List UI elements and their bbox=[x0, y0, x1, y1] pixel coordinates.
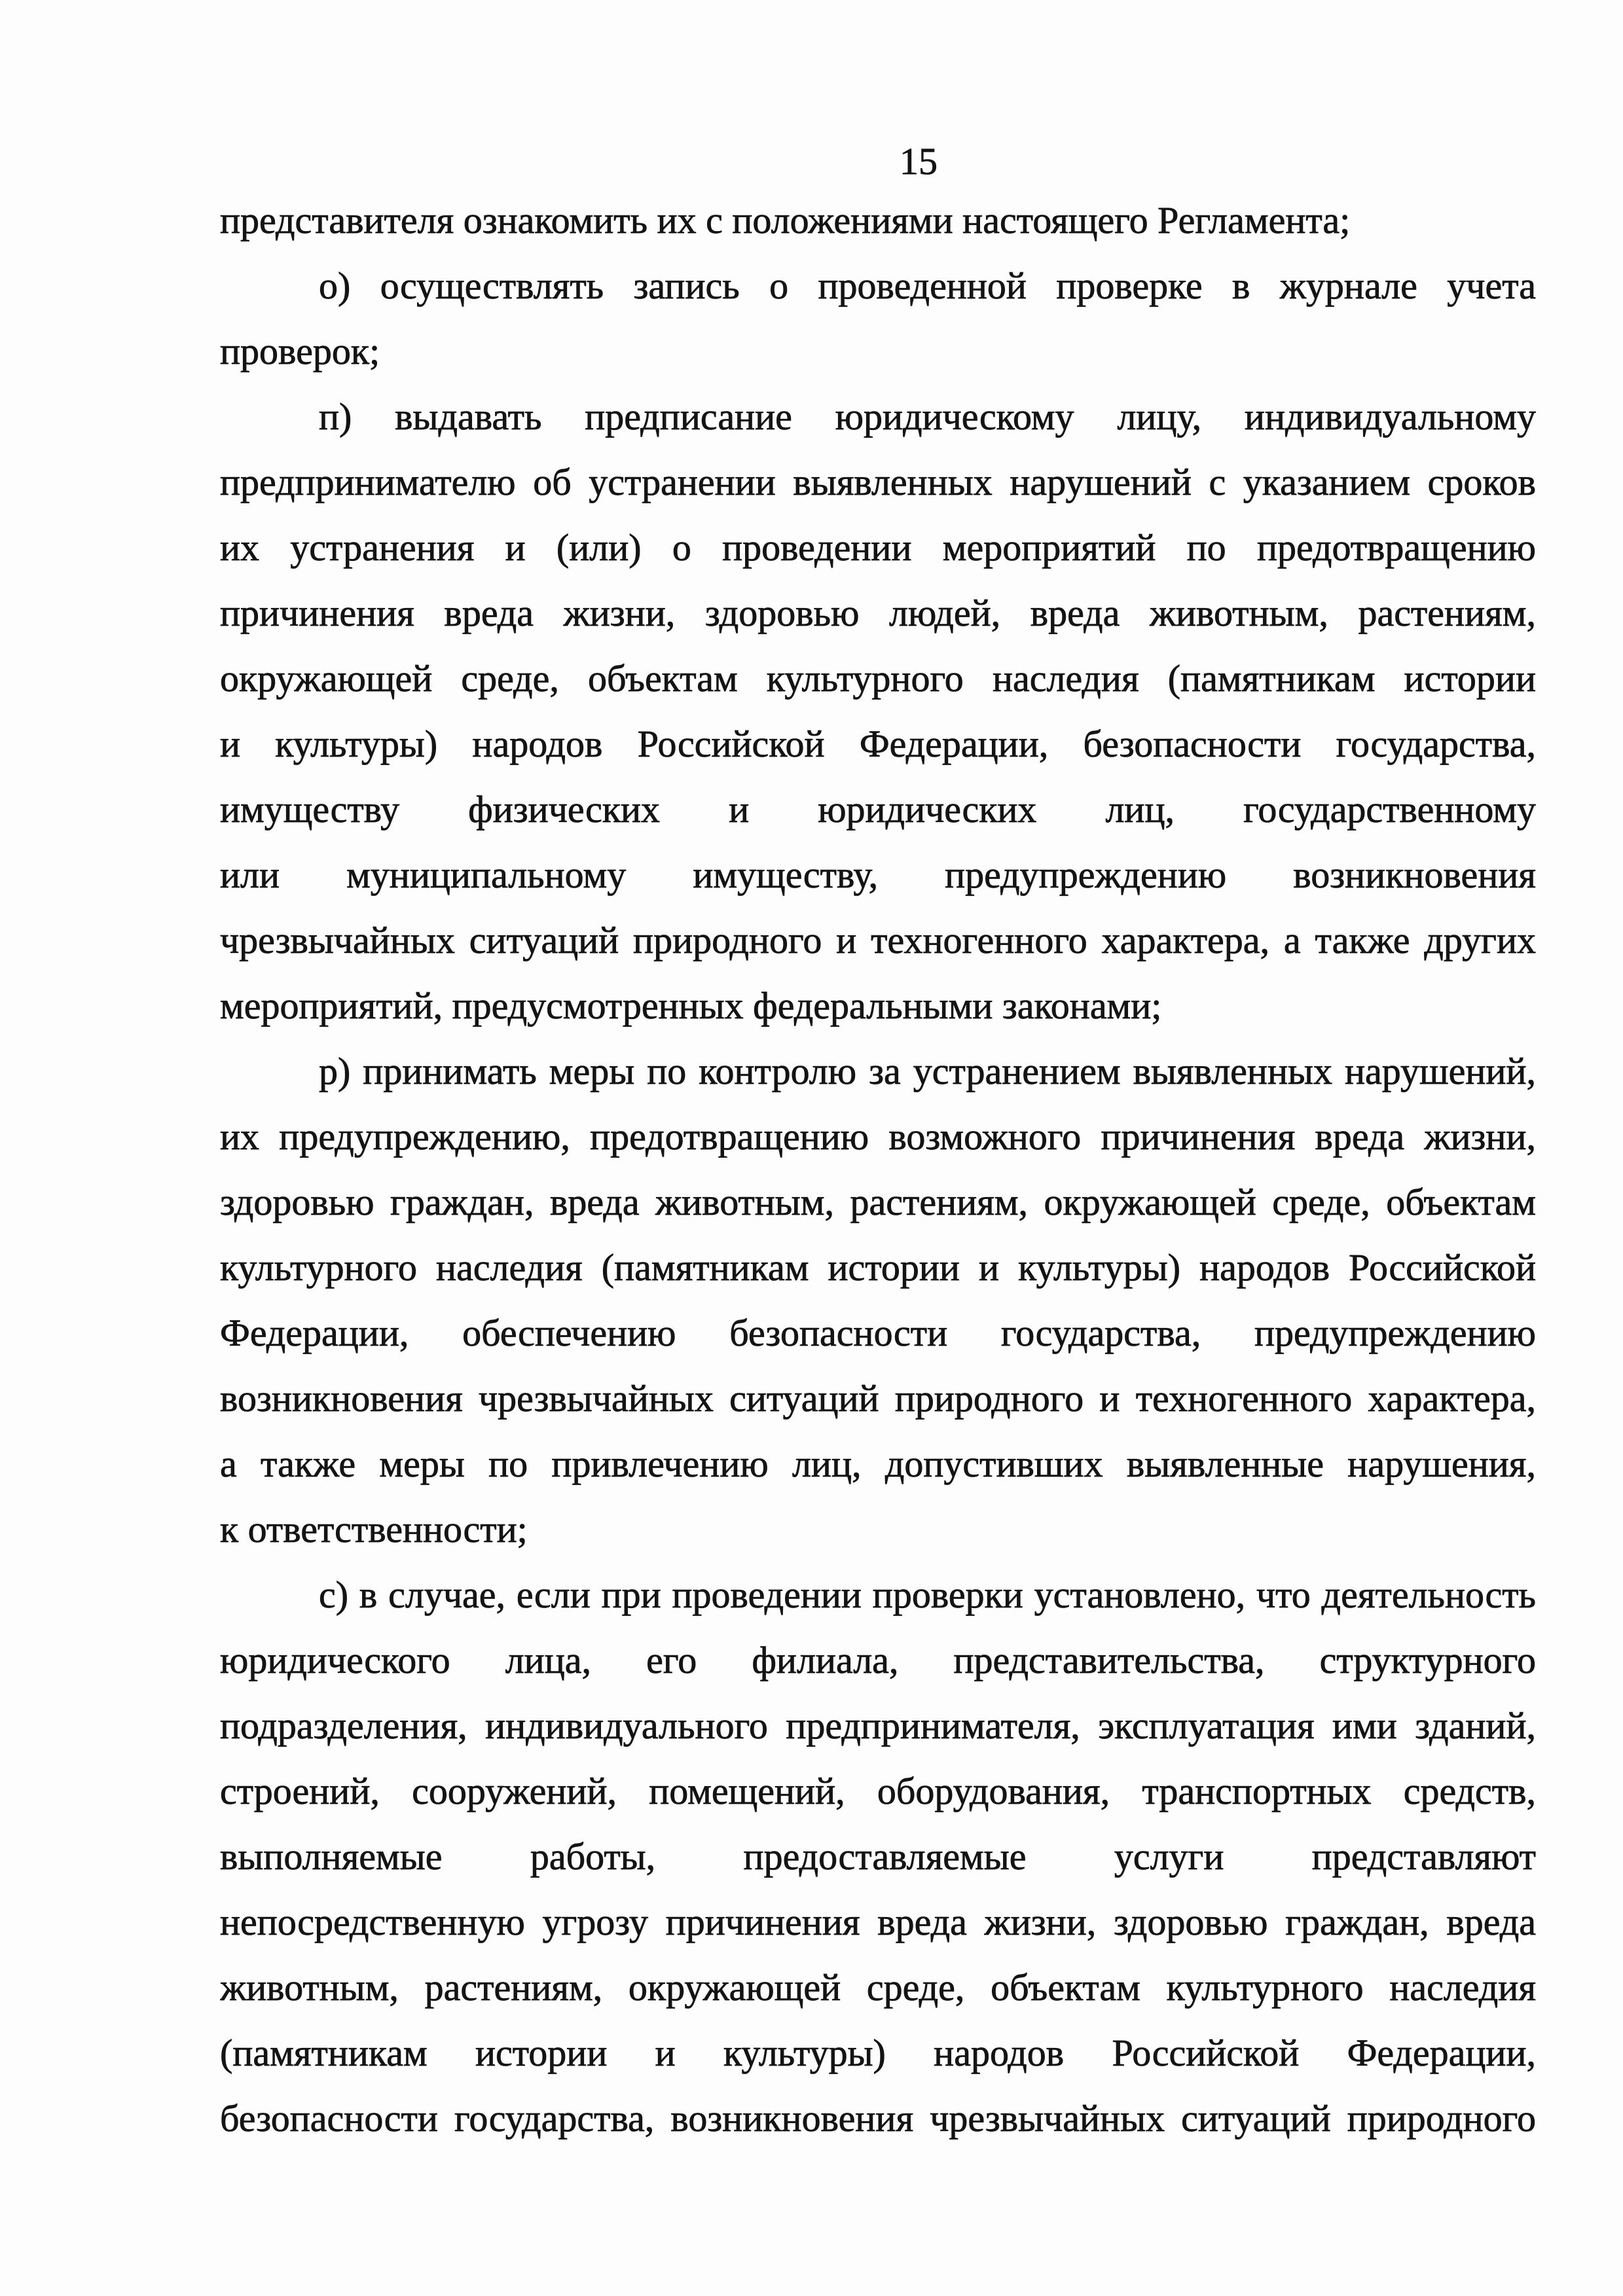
paragraph-item-p bbox=[220, 384, 1536, 1039]
text-line: здоровью граждан, вреда животным, растениям, окружающей среде, объектам bbox=[220, 1181, 1536, 1223]
page-number: 15 bbox=[900, 140, 938, 183]
text-line: причинения вреда жизни, здоровью людей, вреда животным, растениям, bbox=[220, 592, 1536, 634]
text-line: или муниципальному имуществу, предупреждению возникновения bbox=[220, 853, 1536, 896]
text-line: культурного наследия (памятникам истории и культуры) народов Российской bbox=[220, 1246, 1536, 1289]
text-line: (памятникам истории и культуры) народов Российской Федерации, bbox=[220, 2032, 1536, 2074]
text-line: безопасности государства, возникновения чрезвычайных ситуаций природного bbox=[220, 2097, 1536, 2140]
text-line: возникновения чрезвычайных ситуаций природного и техногенного характера, bbox=[220, 1377, 1536, 1420]
document-body bbox=[220, 188, 1536, 2151]
paragraph-item-s bbox=[220, 1562, 1536, 2151]
text-line: п) выдавать предписание юридическому лицу, индивидуальному bbox=[319, 395, 1536, 438]
text-line: имуществу физических и юридических лиц, государственному bbox=[220, 788, 1536, 831]
text-line: о) осуществлять запись о проведенной проверке в журнале учета bbox=[319, 264, 1536, 307]
text-line: животным, растениям, окружающей среде, объектам культурного наследия bbox=[220, 1966, 1536, 2009]
paragraph-continuation bbox=[220, 188, 1536, 253]
text-line: Федерации, обеспечению безопасности государства, предупреждению bbox=[220, 1312, 1536, 1354]
text-line: и культуры) народов Российской Федерации, безопасности государства, bbox=[220, 723, 1536, 765]
text-line: к ответственности; bbox=[220, 1508, 528, 1551]
text-line: выполняемые работы, предоставляемые услуги представляют bbox=[220, 1835, 1536, 1878]
text-line: окружающей среде, объектам культурного наследия (памятникам истории bbox=[220, 657, 1536, 700]
text-line: представителя ознакомить их с положениями настоящего Регламента; bbox=[220, 199, 1351, 242]
text-line: юридического лица, его филиала, представительства, структурного bbox=[220, 1639, 1536, 1681]
text-line: чрезвычайных ситуаций природного и техногенного характера, а также других bbox=[220, 919, 1536, 961]
text-line: проверок; bbox=[220, 330, 380, 372]
text-line: а также меры по привлечению лиц, допустивших выявленные нарушения, bbox=[220, 1443, 1536, 1485]
text-line: их предупреждению, предотвращению возможного причинения вреда жизни, bbox=[220, 1115, 1536, 1158]
text-line: подразделения, индивидуального предпринимателя, эксплуатация ими зданий, bbox=[220, 1704, 1536, 1747]
text-line: предпринимателю об устранении выявленных нарушений с указанием сроков bbox=[220, 461, 1536, 503]
text-line: мероприятий, предусмотренных федеральными законами; bbox=[220, 984, 1162, 1027]
paragraph-item-o bbox=[220, 253, 1536, 384]
paragraph-item-r bbox=[220, 1039, 1536, 1562]
text-line: их устранения и (или) о проведении мероприятий по предотвращению bbox=[220, 526, 1536, 569]
text-line: строений, сооружений, помещений, оборудования, транспортных средств, bbox=[220, 1770, 1536, 1812]
text-line: р) принимать меры по контролю за устранением выявленных нарушений, bbox=[319, 1050, 1536, 1092]
text-line: с) в случае, если при проведении проверки установлено, что деятельность bbox=[319, 1573, 1536, 1616]
text-line: непосредственную угрозу причинения вреда жизни, здоровью граждан, вреда bbox=[220, 1901, 1536, 1943]
